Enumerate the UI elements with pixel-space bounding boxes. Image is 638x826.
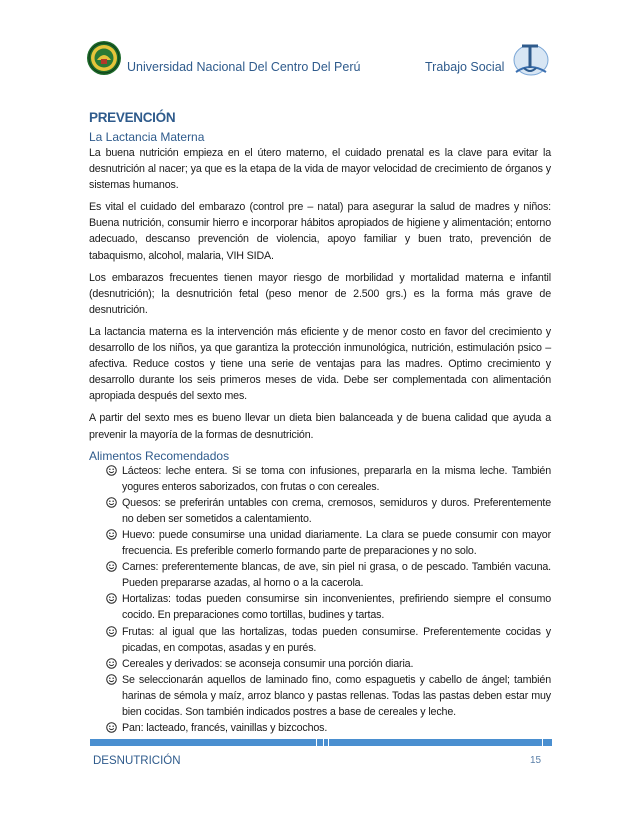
list-item-text: Carnes: preferentemente blancas, de ave, sin piel ni grasa, o de pescado. También vacuna. Pueden prepararse azadas, al horno o a la cacerola.	[122, 561, 551, 590]
list-item	[89, 720, 551, 736]
document-body	[89, 110, 551, 736]
footer-section-label: DESNUTRICIÓN	[93, 755, 181, 767]
list-item-text: Pan: lacteado, francés, vainillas y bizcochos.	[122, 722, 328, 735]
section-heading-lactancia: La Lactancia Materna	[89, 130, 205, 144]
list-item	[89, 527, 551, 559]
university-seal-icon	[86, 40, 122, 76]
smiley-face-icon	[106, 674, 117, 685]
smiley-face-icon	[106, 497, 117, 508]
smiley-face-icon	[106, 722, 117, 733]
department-name: Trabajo Social	[425, 60, 505, 74]
list-item-text: Hortalizas: todas pueden consumirse sin inconvenientes, prefiriendo siempre el consumo cocido. En preparaciones como tortillas, budines y tartas.	[122, 593, 551, 622]
list-item-text: Se seleccionarán aquellos de laminado fino, como espaguetis y cabello de ángel; también harinas de sémola y maíz, arroz blanco y pastas rellenas. Todas las pastas deben estar muy bien cocidas. Son también indicados postres a base de cereales y leche.	[122, 673, 551, 718]
list-item-text: Lácteos: leche entera. Si se toma con infusiones, prepararla en la misma leche. También yogures enteros saborizados, con frutas o con cereales.	[122, 464, 551, 493]
list-item	[89, 463, 551, 495]
smiley-face-icon	[106, 529, 117, 540]
list-item	[89, 495, 551, 527]
paragraph: Es vital el cuidado del embarazo (control pre – natal) para asegurar la salud de madres y niños: Buena nutrición, consumir hierro e incorporar hábitos apropiados de higiene y alimentación; entorno adecuado, descanso prevención de violencia, apoyo familiar y buen trato, prevención de tabaquismo, alcohol, malaria, VIH SIDA.	[89, 201, 551, 262]
page-number: 15	[530, 755, 542, 766]
food-list	[89, 463, 551, 737]
list-item-text: Frutas: al igual que las hortalizas, todas pueden consumirse. Preferentemente cocidas y picadas, en compotas, asadas y en purés.	[122, 625, 551, 654]
smiley-face-icon	[106, 626, 117, 637]
list-item-text: Cereales y derivados: se aconseja consumir una porción diaria.	[122, 657, 414, 670]
list-item	[89, 559, 551, 591]
page-header	[0, 0, 638, 100]
paragraph: Los embarazos frecuentes tienen mayor riesgo de morbilidad y mortalidad materna e infantil (desnutrición); la desnutrición fetal (peso menor de 2.500 grs.) es la forma más grave de desnutrición.	[89, 271, 551, 316]
smiley-face-icon	[106, 658, 117, 669]
list-item	[89, 591, 551, 623]
smiley-face-icon	[106, 561, 117, 572]
footer-divider	[89, 739, 553, 746]
smiley-face-icon	[106, 465, 117, 476]
smiley-face-icon	[106, 593, 117, 604]
page-title: PREVENCIÓN	[89, 110, 176, 125]
paragraph: La lactancia materna es la intervención más eficiente y de menor costo en favor del crecimiento y desarrollo de los niños, ya que garantiza la protección inmunológica, nutrición, estimulación psico – afectiva. Reduce costos y tiene una serie de ventajas para las madres. Optimo crecimiento y desarrollo durante los seis primeros meses de vida. Debe ser complementada con alimentación apropiada después del sexto mes.	[89, 325, 551, 403]
paragraph: La buena nutrición empieza en el útero materno, el cuidado prenatal es la clave para evitar la desnutrición al nacer; ya que es la etapa de la vida de mayor velocidad de crecimiento de órganos y sistemas humanos.	[89, 147, 551, 192]
list-item-text: Quesos: se preferirán untables con crema, cremosos, semiduros y duros. Preferentemente no deben ser sometidos a calentamiento.	[122, 496, 551, 525]
section-heading-alimentos: Alimentos Recomendados	[89, 448, 230, 463]
list-item	[89, 624, 551, 656]
list-item-text: Huevo: puede consumirse una unidad diariamente. La clara se puede consumir con mayor frecuencia. Es preferible comerlo formando parte de preparaciones y no solo.	[122, 528, 551, 558]
university-name: Universidad Nacional Del Centro Del Perú	[127, 60, 361, 74]
list-item	[89, 672, 551, 720]
list-item	[89, 656, 551, 672]
paragraph: A partir del sexto mes es bueno llevar un dieta bien balanceada y de buena calidad que ayuda a prevenir la mayoría de la formas de desnutrición.	[89, 412, 551, 441]
trabajo-social-logo-icon	[508, 38, 550, 78]
